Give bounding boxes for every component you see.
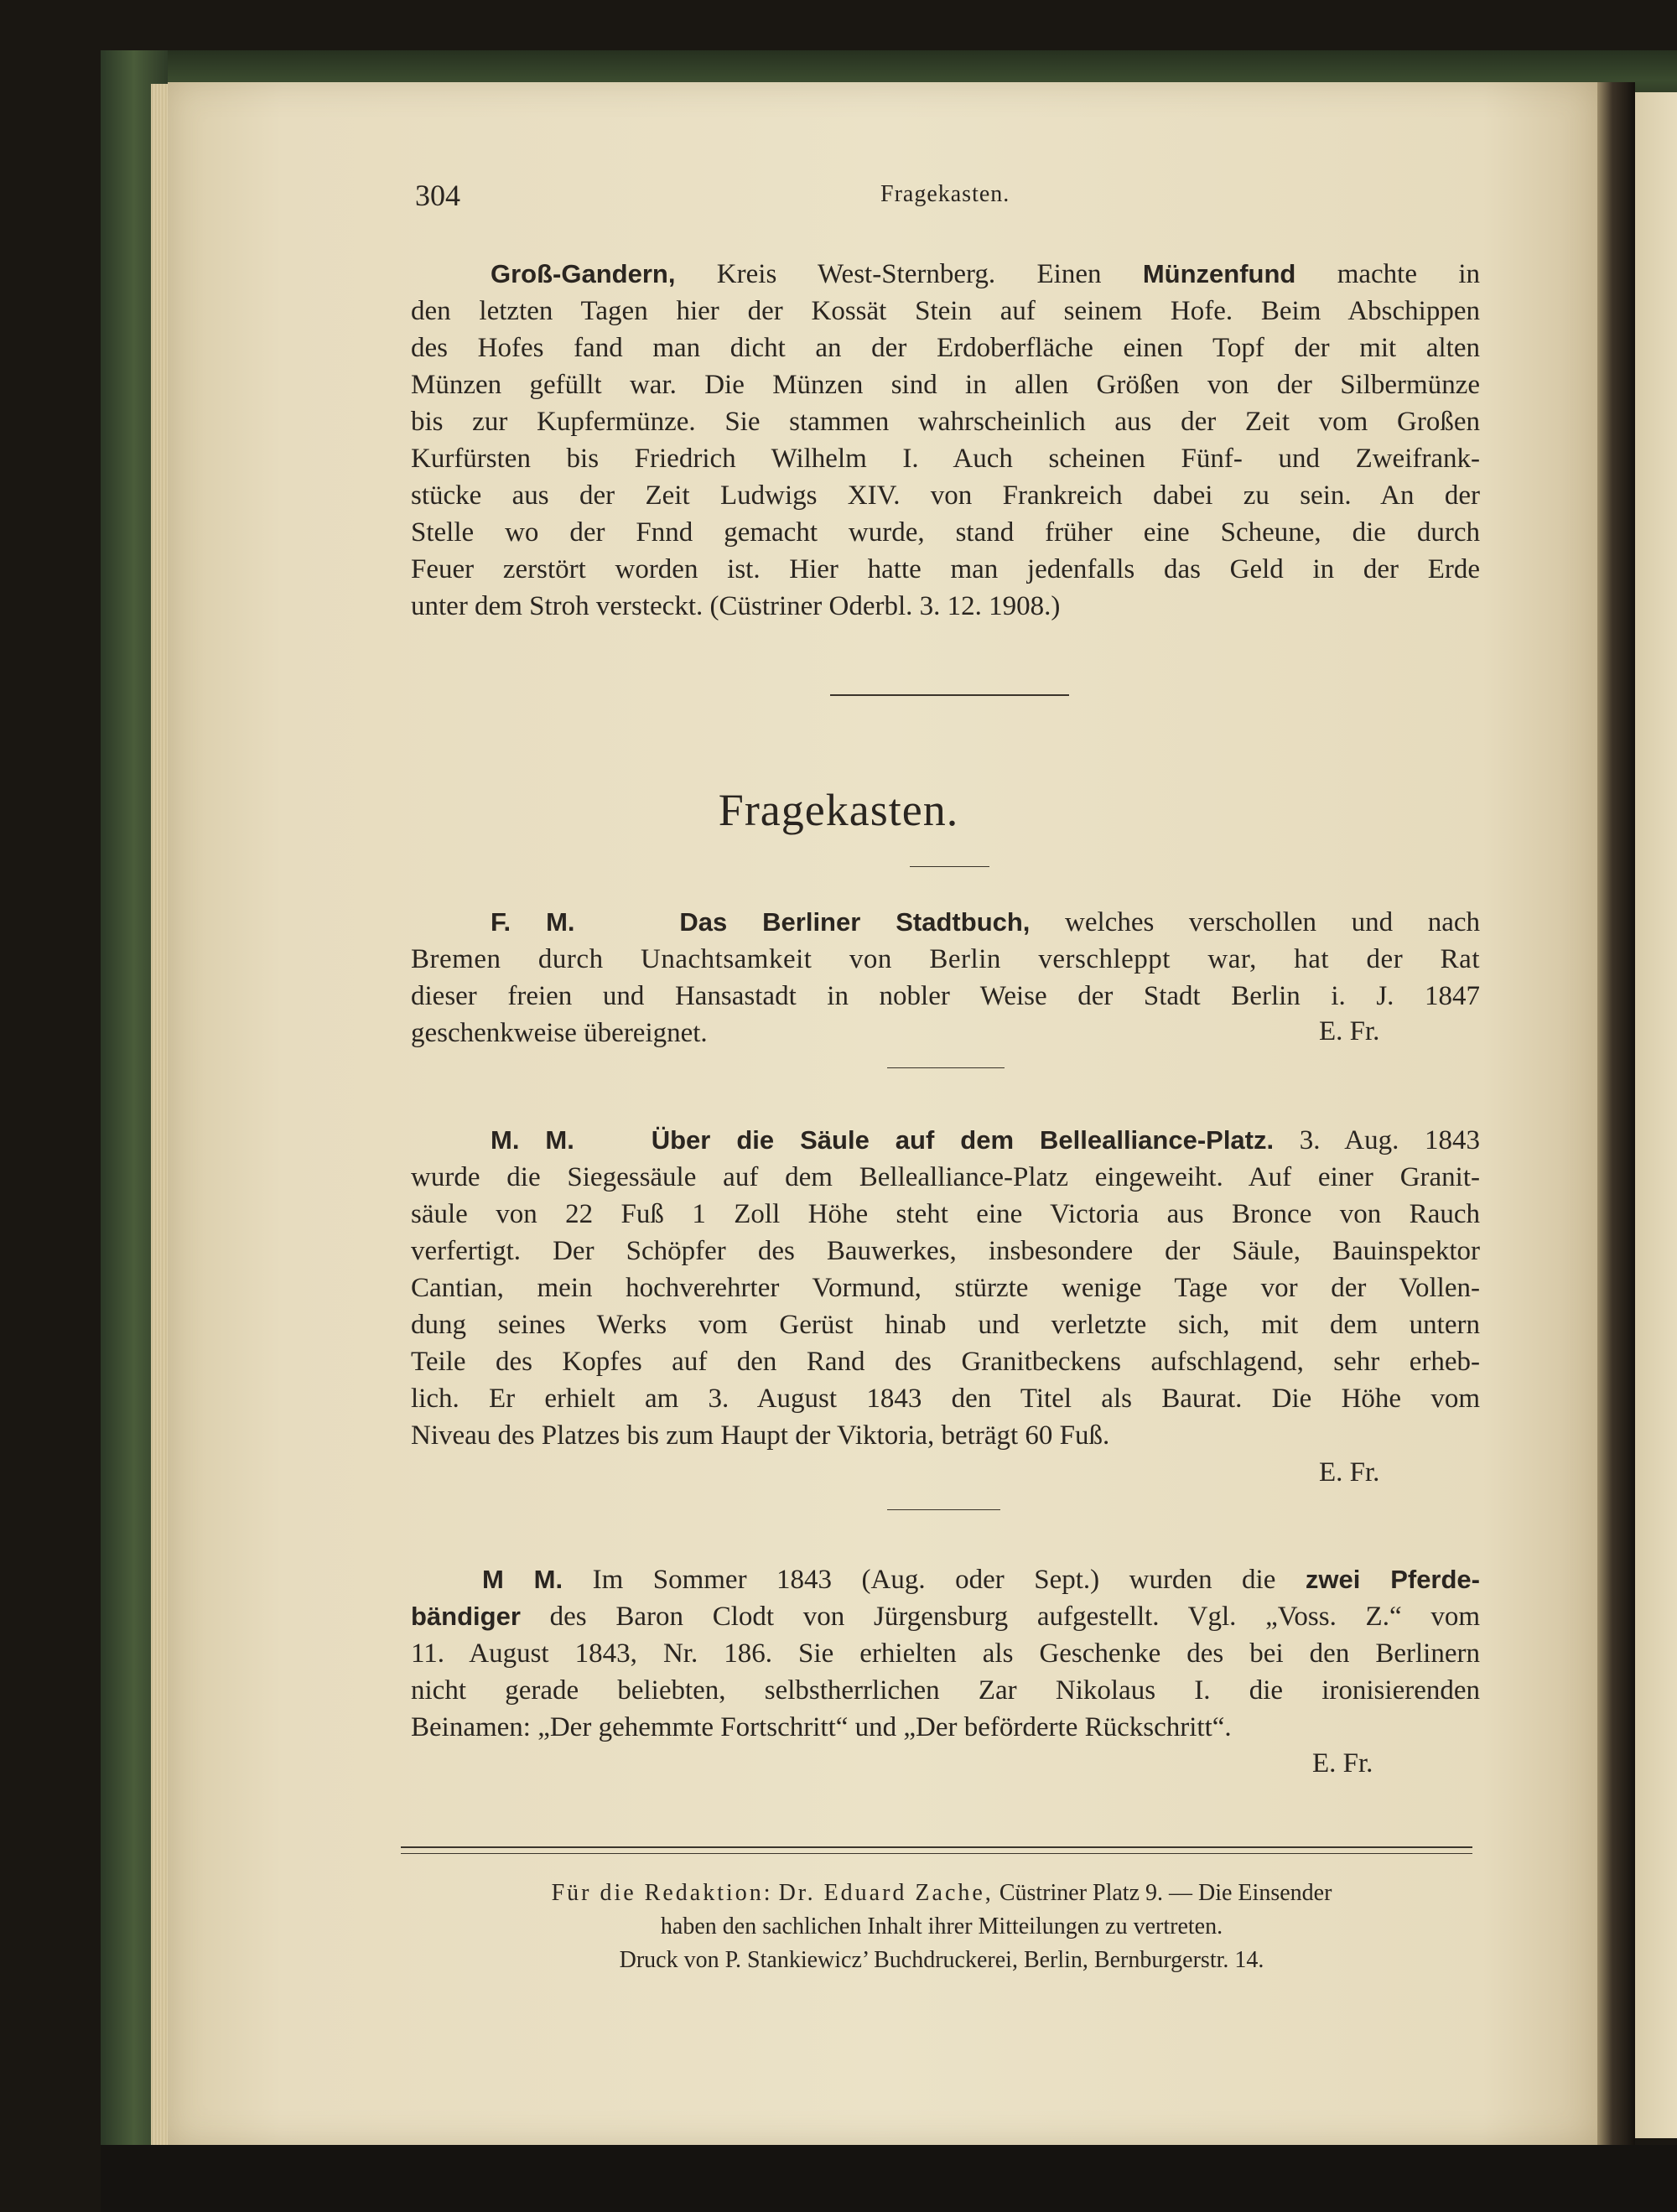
text-line: unter dem Stroh versteckt. (Cüstriner Oderbl. 3. 12. 1908.) — [411, 591, 1061, 621]
text-line: geschenkweise übereignet. — [411, 1018, 708, 1048]
entry-author: M M. — [482, 1565, 563, 1594]
text-line: 11. August 1843, Nr. 186. Sie erhielten als Geschenke des bei den Berlinern — [411, 1638, 1480, 1669]
text-line: M M. Im Sommer 1843 (Aug. oder Sept.) wurden die zwei Pferde- — [482, 1565, 1480, 1595]
text-line: F. M. Das Berliner Stadtbuch, welches verschollen und nach — [491, 907, 1480, 937]
keyword: Münzenfund — [1142, 259, 1296, 288]
signature: E. Fr. — [1319, 1016, 1380, 1046]
text-line: bändiger des Baron Clodt von Jürgensburg aufgestellt. Vgl. „Voss. Z.“ vom — [411, 1602, 1480, 1632]
entry-author: M. M. — [491, 1125, 574, 1155]
facing-page-edge — [1635, 92, 1677, 2138]
running-header — [415, 178, 1036, 211]
text-line: wurde die Siegessäule auf dem Bellealliance-Platz eingeweiht. Auf einer Granit- — [411, 1162, 1480, 1192]
footer-rule — [401, 1846, 1472, 1848]
entry-saeule — [411, 1122, 1480, 1454]
text-line: dung seines Werks vom Gerüst hinab und verletzte sich, mit dem untern — [411, 1310, 1480, 1340]
signature: E. Fr. — [1319, 1457, 1380, 1488]
running-title: Fragekasten. — [880, 181, 1010, 207]
text-line: den letzten Tagen hier der Kossät Stein auf seinem Hofe. Beim Abschippen — [411, 296, 1480, 326]
text-line: Bremen durch Unachtsamkeit von Berlin verschleppt war, hat der Rat — [411, 944, 1480, 974]
text-line: Teile des Kopfes auf den Rand des Granitbeckens aufschlagend, sehr erheb- — [411, 1347, 1480, 1377]
text-line: Beinamen: „Der gehemmte Fortschritt“ und „Der beförderte Rückschritt“. — [411, 1712, 1232, 1742]
title-rule — [910, 866, 989, 867]
text-line: dieser freien und Hansastadt in nobler Weise der Stadt Berlin i. J. 1847 — [411, 981, 1480, 1011]
entry-subject: zwei Pferde- — [1305, 1565, 1480, 1594]
text-line: Feuer zerstört worden ist. Hier hatte man jedenfalls das Geld in der Erde — [411, 554, 1480, 584]
text-line: Stelle wo der Fnnd gemacht wurde, stand früher eine Scheune, die durch — [411, 517, 1480, 548]
text-line: Kurfürsten bis Friedrich Wilhelm I. Auch scheinen Fünf- und Zweifrank- — [411, 444, 1480, 474]
text-line: Groß-Gandern, Kreis West-Sternberg. Einen Münzenfund machte in — [491, 259, 1480, 289]
imprint — [401, 1877, 1482, 1977]
book-gutter — [1597, 82, 1635, 2145]
background-bottom — [101, 2145, 1677, 2212]
text-line: des Hofes fand man dicht an der Erdoberfläche einen Topf der mit alten — [411, 333, 1480, 363]
text-line: Münzen gefüllt war. Die Münzen sind in allen Größen von der Silbermünze — [411, 370, 1480, 400]
entry-author: F. M. — [491, 907, 575, 937]
text-line: lich. Er erhielt am 3. August 1843 den Titel als Baurat. Die Höhe vom — [411, 1384, 1480, 1414]
text-line: Niveau des Platzes bis zum Haupt der Viktoria, beträgt 60 Fuß. — [411, 1420, 1110, 1451]
text-line: bis zur Kupfermünze. Sie stammen wahrscheinlich aus der Zeit vom Großen — [411, 407, 1480, 437]
imprint-line: haben den sachlichen Inhalt ihrer Mitteilungen zu vertreten. — [660, 1913, 1223, 1939]
text-line: Cantian, mein hochverehrter Vormund, stürzte wenige Tage vor der Vollen- — [411, 1273, 1480, 1303]
text-line: verfertigt. Der Schöpfer des Bauwerkes, insbesondere der Säule, Bauinspektor — [411, 1236, 1480, 1266]
text-line: stücke aus der Zeit Ludwigs XIV. von Frankreich dabei zu sein. An der — [411, 480, 1480, 511]
text-line: säule von 22 Fuß 1 Zoll Höhe steht eine Victoria aus Bronce von Rauch — [411, 1199, 1480, 1229]
section-title: Fragekasten. — [718, 785, 959, 835]
article-muenzenfund — [411, 256, 1480, 625]
footer-rule — [401, 1853, 1472, 1854]
text-line: nicht gerade beliebten, selbstherrlichen Zar Nikolaus I. die ironisierenden — [411, 1675, 1480, 1706]
entry-subject: bändiger — [411, 1602, 521, 1631]
separator-rule — [887, 1509, 1000, 1510]
entry-pferdebaendiger — [411, 1561, 1480, 1746]
separator-rule — [830, 694, 1069, 696]
signature: E. Fr. — [1312, 1748, 1373, 1778]
text-line: M. M. Über die Säule auf dem Bellealliance-Platz. 3. Aug. 1843 — [491, 1125, 1480, 1155]
imprint-line: Für die Redaktion: Dr. Eduard Zache, Cüstriner Platz 9. — Die Einsender — [551, 1880, 1332, 1906]
entry-subject: Das Berliner Stadtbuch, — [679, 907, 1031, 937]
separator-rule — [887, 1067, 1005, 1068]
entry-subject: Über die Säule auf dem Bellealliance-Platz. — [651, 1125, 1275, 1155]
imprint-line: Druck von P. Stankiewicz’ Buchdruckerei, Berlin, Bernburgerstr. 14. — [619, 1947, 1264, 1973]
place-name: Groß-Gandern, — [491, 259, 676, 288]
page-number: 304 — [415, 179, 460, 212]
